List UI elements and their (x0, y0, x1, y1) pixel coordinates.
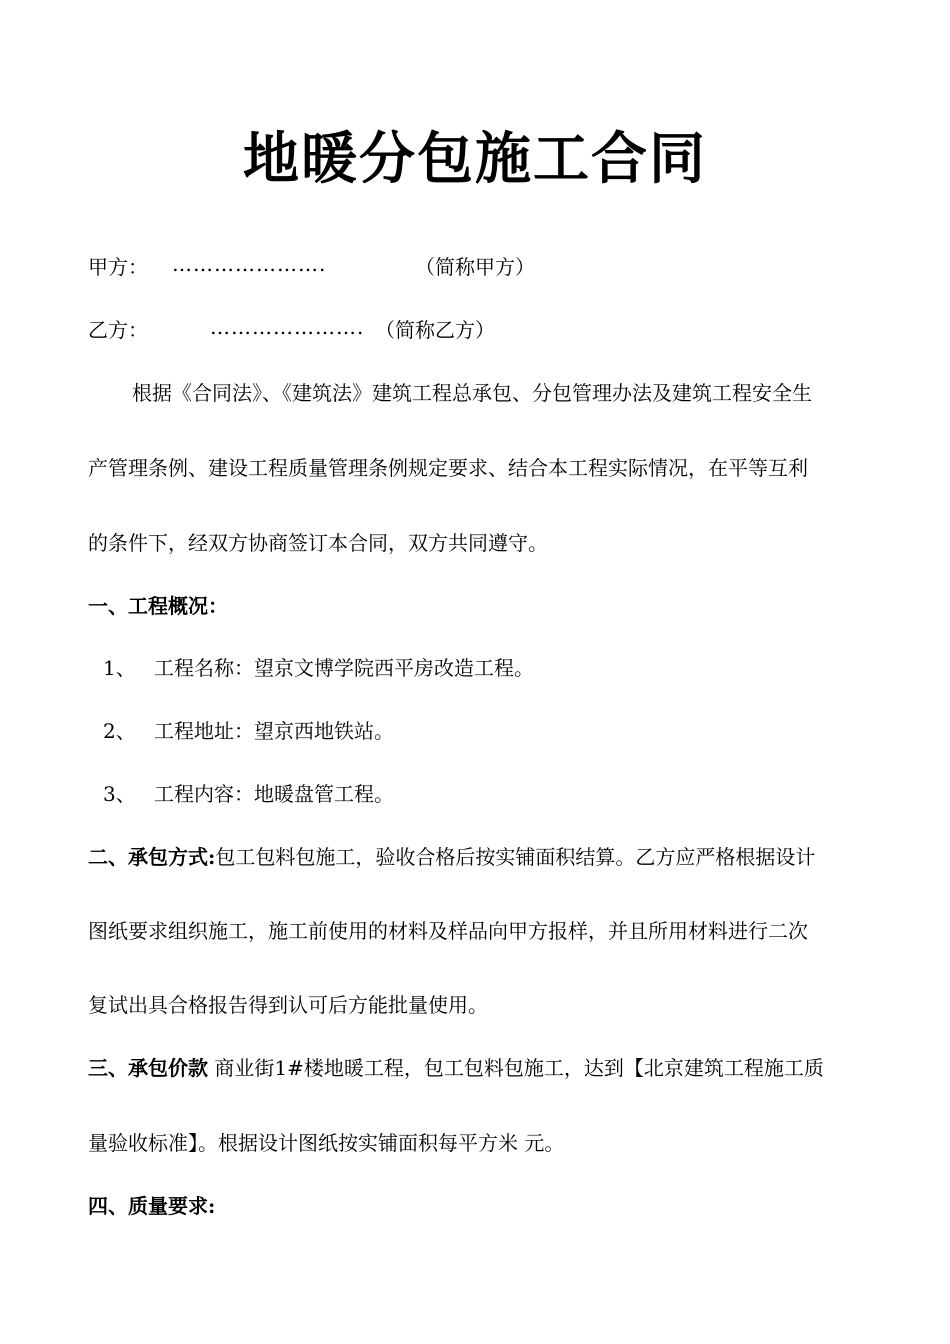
intro-line-2: 产管理条例、建设工程质量管理条例规定要求、结合本工程实际情况，在平等互利 (88, 456, 808, 480)
section-1-item-text: 工程名称：望京文博学院西平房改造工程。 (154, 656, 534, 680)
party-a-label: 甲方： (88, 255, 148, 279)
section-1-heading: 一、工程概况： (88, 594, 228, 618)
section-3-heading: 三、承包价款 (88, 1056, 208, 1080)
section-1-item-number: 1、 (103, 656, 136, 680)
intro-line-1: 根据《合同法》、《建筑法》建筑工程总承包、分包管理办法及建筑工程安全生 (132, 381, 812, 405)
party-b-note: （简称乙方） (375, 318, 495, 342)
section-1-item-text: 工程内容：地暖盘管工程。 (154, 782, 394, 806)
section-1-item-text: 工程地址：望京西地铁站。 (154, 719, 394, 743)
section-3-text: 商业街1#楼地暖工程，包工包料包施工，达到【北京建筑工程施工质 (214, 1056, 824, 1080)
document-title: 地暖分包施工合同 (243, 127, 707, 192)
party-b-blank: …………………. (210, 315, 365, 339)
section-2-heading: 二、承包方式: (88, 845, 216, 869)
section-1-item-number: 2、 (103, 719, 136, 743)
section-3-line-2: 量验收标准】。根据设计图纸按实铺面积每平方米 元。 (88, 1131, 565, 1155)
intro-line-3: 的条件下，经双方协商签订本合同，双方共同遵守。 (88, 531, 548, 555)
section-2-line-1 (88, 845, 815, 869)
section-2-text: 包工包料包施工，验收合格后按实铺面积结算。乙方应严格根据设计 (215, 845, 816, 869)
party-b-label: 乙方： (88, 318, 148, 342)
section-1-item-number: 3、 (103, 782, 136, 806)
party-a-note: （简称甲方） (415, 255, 535, 279)
section-3-line-1 (88, 1056, 824, 1080)
party-a-blank: …………………. (172, 252, 327, 276)
section-4-heading: 四、质量要求: (88, 1194, 216, 1218)
section-2-line-2: 图纸要求组织施工，施工前使用的材料及样品向甲方报样，并且所用材料进行二次 (88, 919, 808, 943)
section-2-line-3: 复试出具合格报告得到认可后方能批量使用。 (88, 993, 488, 1017)
